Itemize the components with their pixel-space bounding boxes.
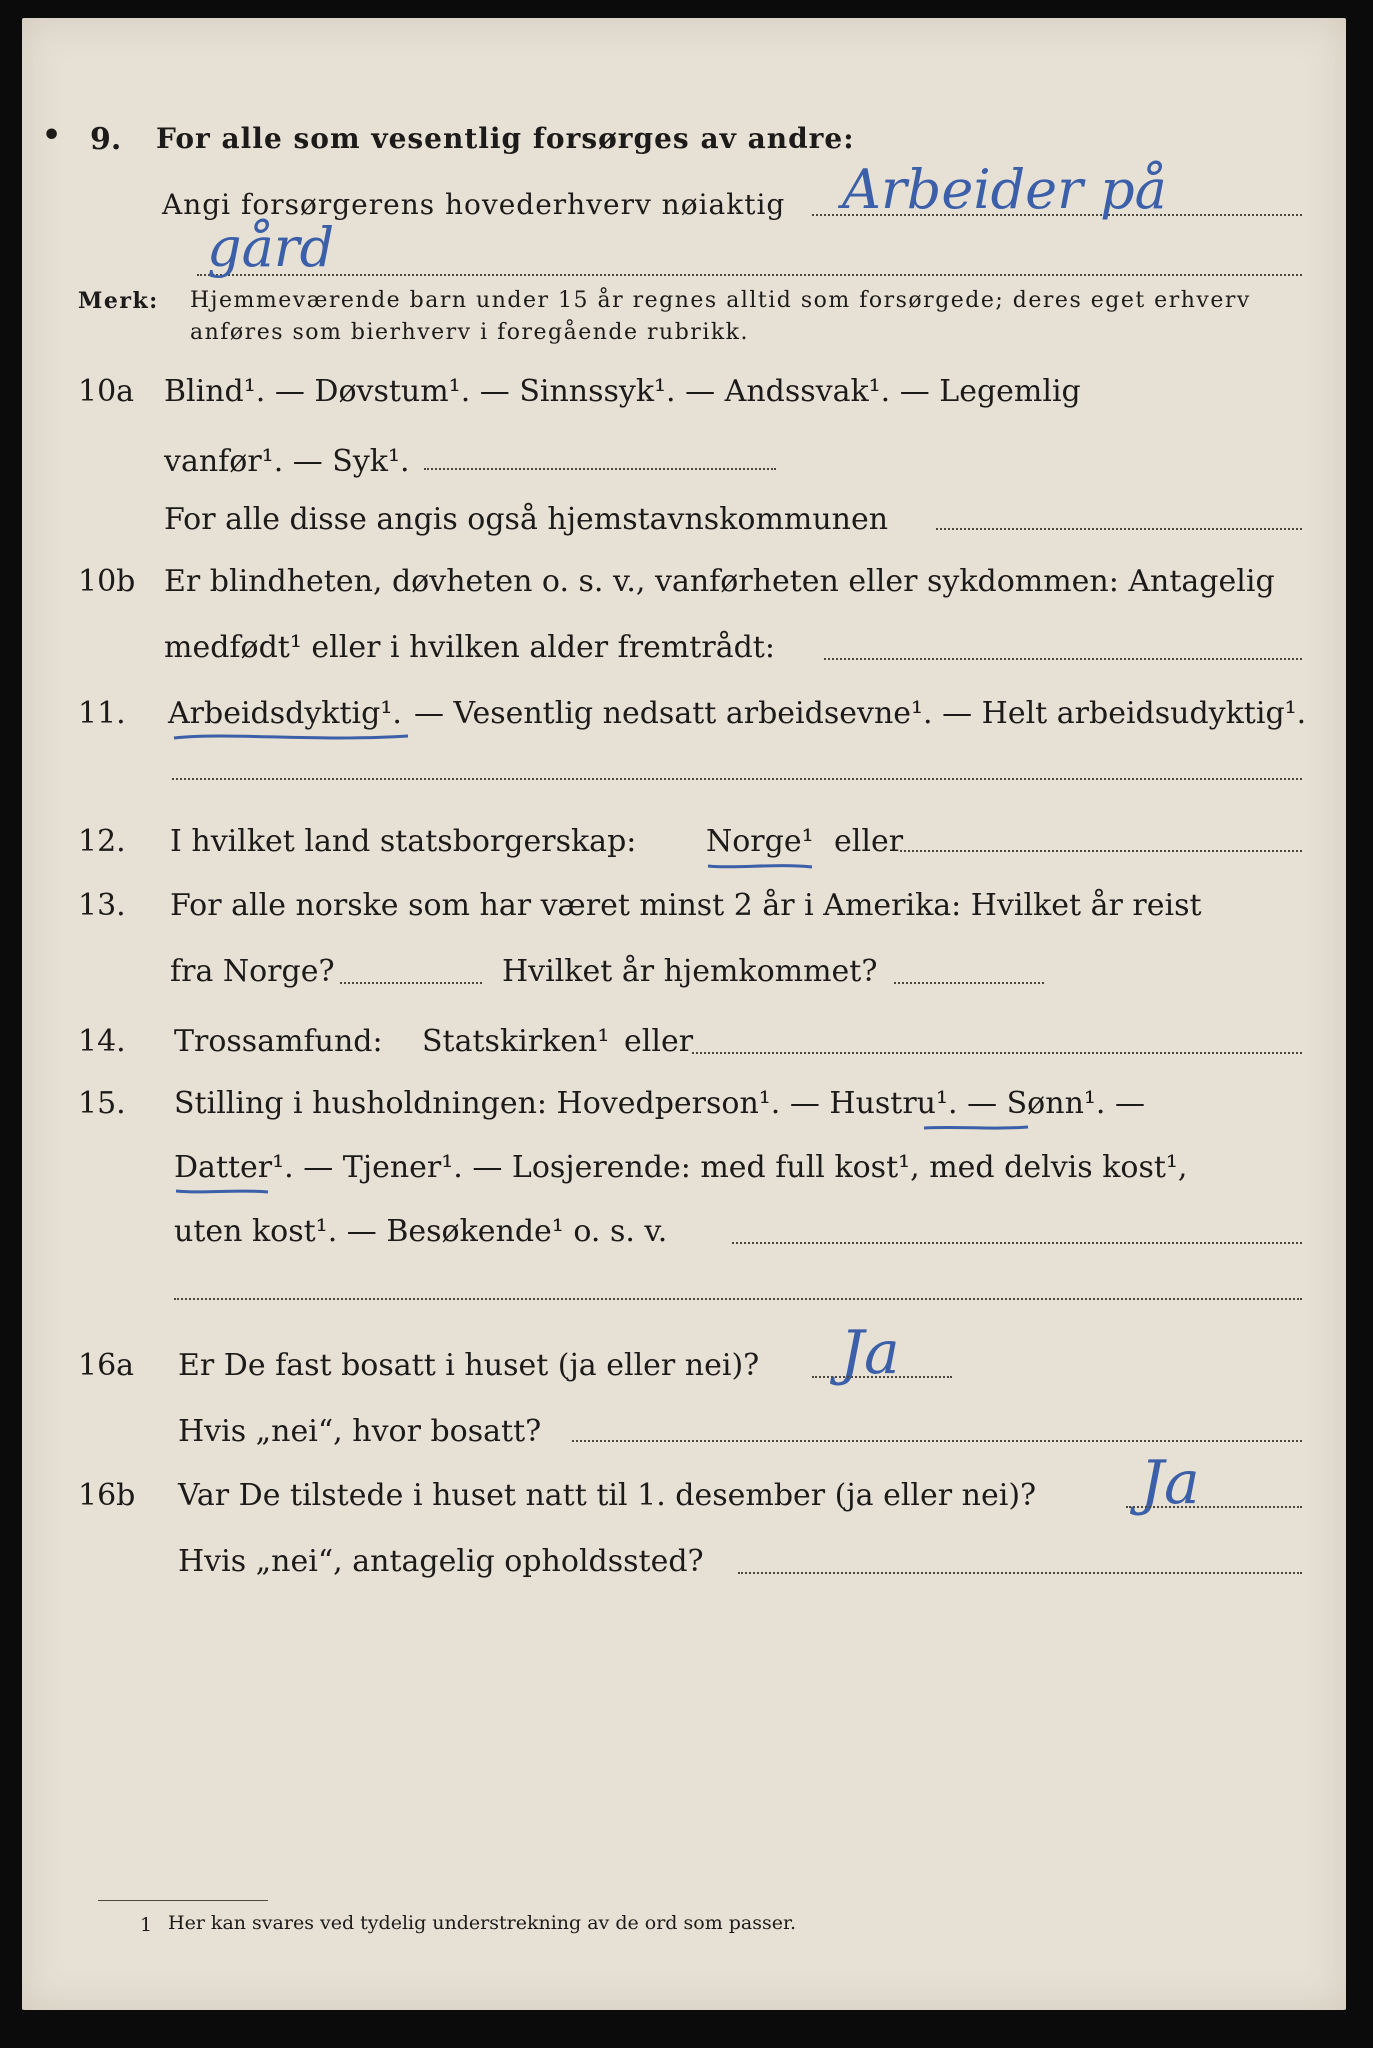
- footnote-mark: 1: [140, 1914, 153, 1936]
- q14-eller: eller: [624, 1024, 694, 1059]
- merk-label: Merk:: [78, 288, 159, 314]
- q16b-sub-label: Hvis „nei“, antagelig opholdssted?: [178, 1544, 704, 1579]
- q10a-line-1: Blind¹. — Døvstum¹. — Sinnssyk¹. — Andssvak¹. — Legemlig: [164, 374, 1081, 409]
- q16a-sub-line[interactable]: [572, 1440, 1302, 1442]
- q15-answer-line-1[interactable]: [732, 1242, 1302, 1244]
- q16a-sub-label: Hvis „nei“, hvor bosatt?: [178, 1414, 542, 1449]
- q13-hjemkommet-line[interactable]: [894, 982, 1044, 984]
- q11-number: 11.: [78, 696, 126, 731]
- q15-number: 15.: [78, 1086, 126, 1121]
- q12-option-norge[interactable]: Norge¹: [706, 824, 814, 859]
- footnote-text: Her kan svares ved tydelig understrekning av de ord som passer.: [168, 1912, 797, 1934]
- q15-line-2: Datter¹. — Tjener¹. — Losjerende: med full kost¹, med delvis kost¹,: [174, 1150, 1188, 1185]
- q16a-answer-handwritten: Ja: [840, 1318, 900, 1388]
- q9-title: For alle som vesentlig forsørges av andre:: [156, 122, 855, 155]
- q16b-answer-handwritten: Ja: [1140, 1448, 1200, 1518]
- census-form-page: [22, 18, 1346, 2010]
- q10a-answer-line[interactable]: [424, 468, 776, 470]
- q15-answer-line-2[interactable]: [174, 1298, 1302, 1300]
- q9-number: 9.: [90, 122, 122, 157]
- q16b-number: 16b: [78, 1478, 136, 1513]
- q14-option-statskirken[interactable]: Statskirken¹: [422, 1024, 610, 1059]
- q14-label: Trossamfund:: [174, 1024, 383, 1059]
- q16a-answer-line[interactable]: [812, 1376, 952, 1378]
- merk-line-1: Hjemmeværende barn under 15 år regnes alltid som forsørgede; deres eget erhverv: [190, 288, 1251, 313]
- q15-line-3: uten kost¹. — Besøkende¹ o. s. v.: [174, 1214, 668, 1249]
- footnote-rule: [98, 1900, 268, 1901]
- q9-bullet: •: [42, 118, 62, 153]
- q16a-number: 16a: [78, 1348, 135, 1383]
- q9-answer-handwritten-2: gård: [207, 216, 335, 279]
- q10b-answer-line[interactable]: [824, 658, 1302, 660]
- q10b-line-2: medfødt¹ eller i hvilken alder fremtrådt:: [164, 630, 775, 665]
- q12-number: 12.: [78, 824, 126, 859]
- q16b-sub-line[interactable]: [738, 1572, 1302, 1574]
- q13-reist-line[interactable]: [340, 982, 482, 984]
- q13-label-hjemkommet: Hvilket år hjemkommet?: [502, 954, 878, 989]
- q16b-label: Var De tilstede i huset natt til 1. desember (ja eller nei)?: [178, 1478, 1037, 1513]
- q14-answer-line[interactable]: [692, 1052, 1302, 1054]
- q12-answer-line[interactable]: [900, 850, 1302, 852]
- q11-other-options: — Vesentlig nedsatt arbeidsevne¹. — Helt arbeidsudyktig¹.: [414, 696, 1307, 731]
- q10b-line-1: Er blindheten, døvheten o. s. v., vanførheten eller sykdommen: Antagelig: [164, 564, 1275, 599]
- q9-answer-line-2[interactable]: [197, 274, 1302, 276]
- q10a-hjemstavn-line[interactable]: [936, 528, 1302, 530]
- q13-line-1: For alle norske som har været minst 2 år i Amerika: Hvilket år reist: [170, 888, 1202, 923]
- q9-label: Angi forsørgerens hovederhverv nøiaktig: [162, 188, 786, 221]
- q11-option-arbeidsdyktig[interactable]: Arbeidsdyktig¹.: [168, 696, 402, 731]
- q13-label-reist: fra Norge?: [170, 954, 335, 989]
- q14-number: 14.: [78, 1024, 126, 1059]
- merk-line-2: anføres som bierhverv i foregående rubrikk.: [190, 320, 750, 345]
- q16a-label: Er De fast bosatt i huset (ja eller nei)?: [178, 1348, 760, 1383]
- q10a-line-2: vanfør¹. — Syk¹.: [164, 444, 410, 479]
- q12-eller: eller: [834, 824, 904, 859]
- q16b-answer-line[interactable]: [1126, 1506, 1302, 1508]
- q10a-number: 10a: [78, 374, 135, 409]
- q13-number: 13.: [78, 888, 126, 923]
- q11-answer-line[interactable]: [172, 778, 1302, 780]
- q15-line-1: Stilling i husholdningen: Hovedperson¹. — Hustru¹. — Sønn¹. —: [174, 1086, 1145, 1121]
- q9-answer-handwritten-1: Arbeider på: [842, 158, 1167, 221]
- q12-label: I hvilket land statsborgerskap:: [170, 824, 637, 859]
- q10a-line-3: For alle disse angis også hjemstavnskommunen: [164, 502, 889, 537]
- q10b-number: 10b: [78, 564, 136, 599]
